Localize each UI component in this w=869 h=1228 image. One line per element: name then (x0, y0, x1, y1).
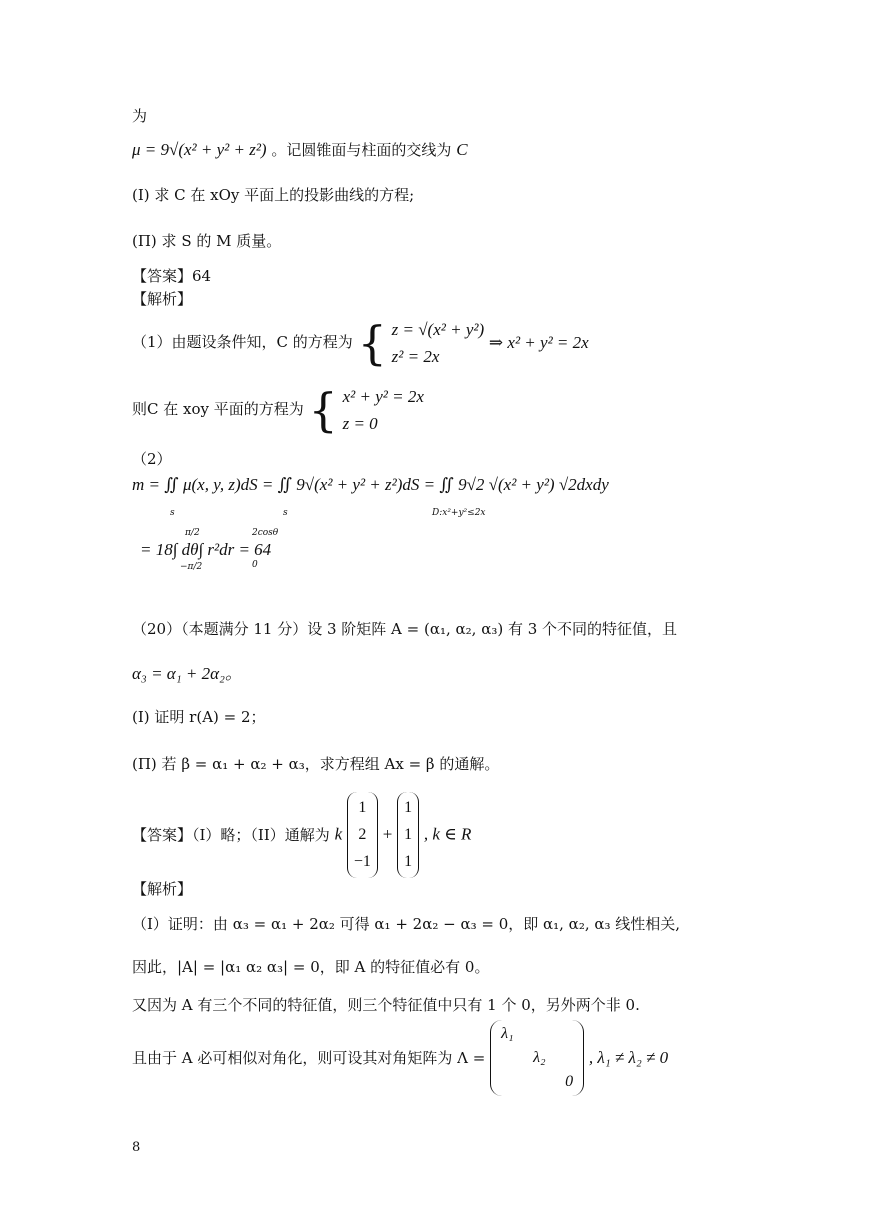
problem-20-condition: α₃ = α₁ + 2α₂。 (132, 664, 242, 683)
integral-upper-limit: π/2 (185, 528, 200, 538)
proof-line-4: 且由于 A 必可相似对角化，则可设其对角矩阵为 Λ = λ₁ λ₂ 0 , λ₁ ≠ λ₂ ≠ 0 (132, 1020, 668, 1096)
step-label-2: （2） (132, 450, 172, 468)
analysis-label: 【解析】 (132, 880, 193, 898)
problem-20-part-2: (Π) 若 β = α₁ + α₂ + α₃，求方程组 Ax = β 的通解。 (132, 755, 500, 773)
proof-line-1: （I）证明：由 α₃ = α₁ + 2α₂ 可得 α₁ + 2α₂ − α₃ = 0，即 α₁, α₂, α₃ 线性相关, (132, 915, 681, 933)
problem-20-part-1: (I) 证明 r(A) = 2； (132, 708, 266, 726)
proof-line-3: 又因为 A 有三个不同的特征值，则三个特征值中只有 1 个 0，另外两个非 0. (132, 996, 640, 1014)
question-2: (Π) 求 S 的 M 质量。 (132, 232, 282, 250)
mass-integral: m = ∬ μ(x, y, z)dS = ∬ 9√(x² + y² + z²)dS = ∬ 9√2 √(x² + y²) √2dxdy (132, 475, 609, 494)
integral-domain-label: s (283, 508, 288, 518)
integral-domain-label: D:x²+y²≤2x (432, 508, 486, 518)
integral-upper-limit: 2cosθ (252, 528, 279, 538)
solution-step-2: 则C 在 xoy 平面的方程为 { x² + y² = 2x z = 0 (132, 383, 424, 438)
page-number: 8 (132, 1140, 141, 1155)
answer-label: 【答案】64 (132, 267, 212, 285)
question-1: (I) 求 C 在 xOy 平面上的投影曲线的方程; (132, 186, 415, 204)
integral-lower-limit: −π/2 (180, 562, 203, 572)
integral-lower-limit: 0 (252, 560, 258, 570)
solution-step-1: （1）由题设条件知，C 的方程为 { z = √(x² + y²) z² = 2x ⇒ x² + y² = 2x (132, 316, 589, 371)
proof-line-2: 因此，|A| = |α₁ α₂ α₃| = 0，即 A 的特征值必有 0。 (132, 958, 490, 976)
diagonal-matrix: λ₁ λ₂ 0 (490, 1020, 584, 1096)
text-line: 为 (132, 107, 148, 125)
integral-domain-label: s (170, 508, 175, 518)
answer-20: 【答案】（I）略；（II）通解为 k 1 2 −1 + 1 1 1 , k ∈ R (132, 792, 471, 878)
solution-vector-1: 1 2 −1 (347, 792, 378, 878)
formula-line: μ = 9√(x² + y² + z²) 。记圆锥面与柱面的交线为 C (132, 140, 468, 159)
solution-vector-2: 1 1 1 (397, 792, 419, 878)
polar-integral: = 18∫ dθ∫ r²dr = 64 (140, 540, 272, 559)
problem-20: （20）（本题满分 11 分）设 3 阶矩阵 A = (α₁, α₂, α₃) 有 3 个不同的特征值，且 (132, 620, 678, 638)
analysis-label: 【解析】 (132, 290, 193, 308)
